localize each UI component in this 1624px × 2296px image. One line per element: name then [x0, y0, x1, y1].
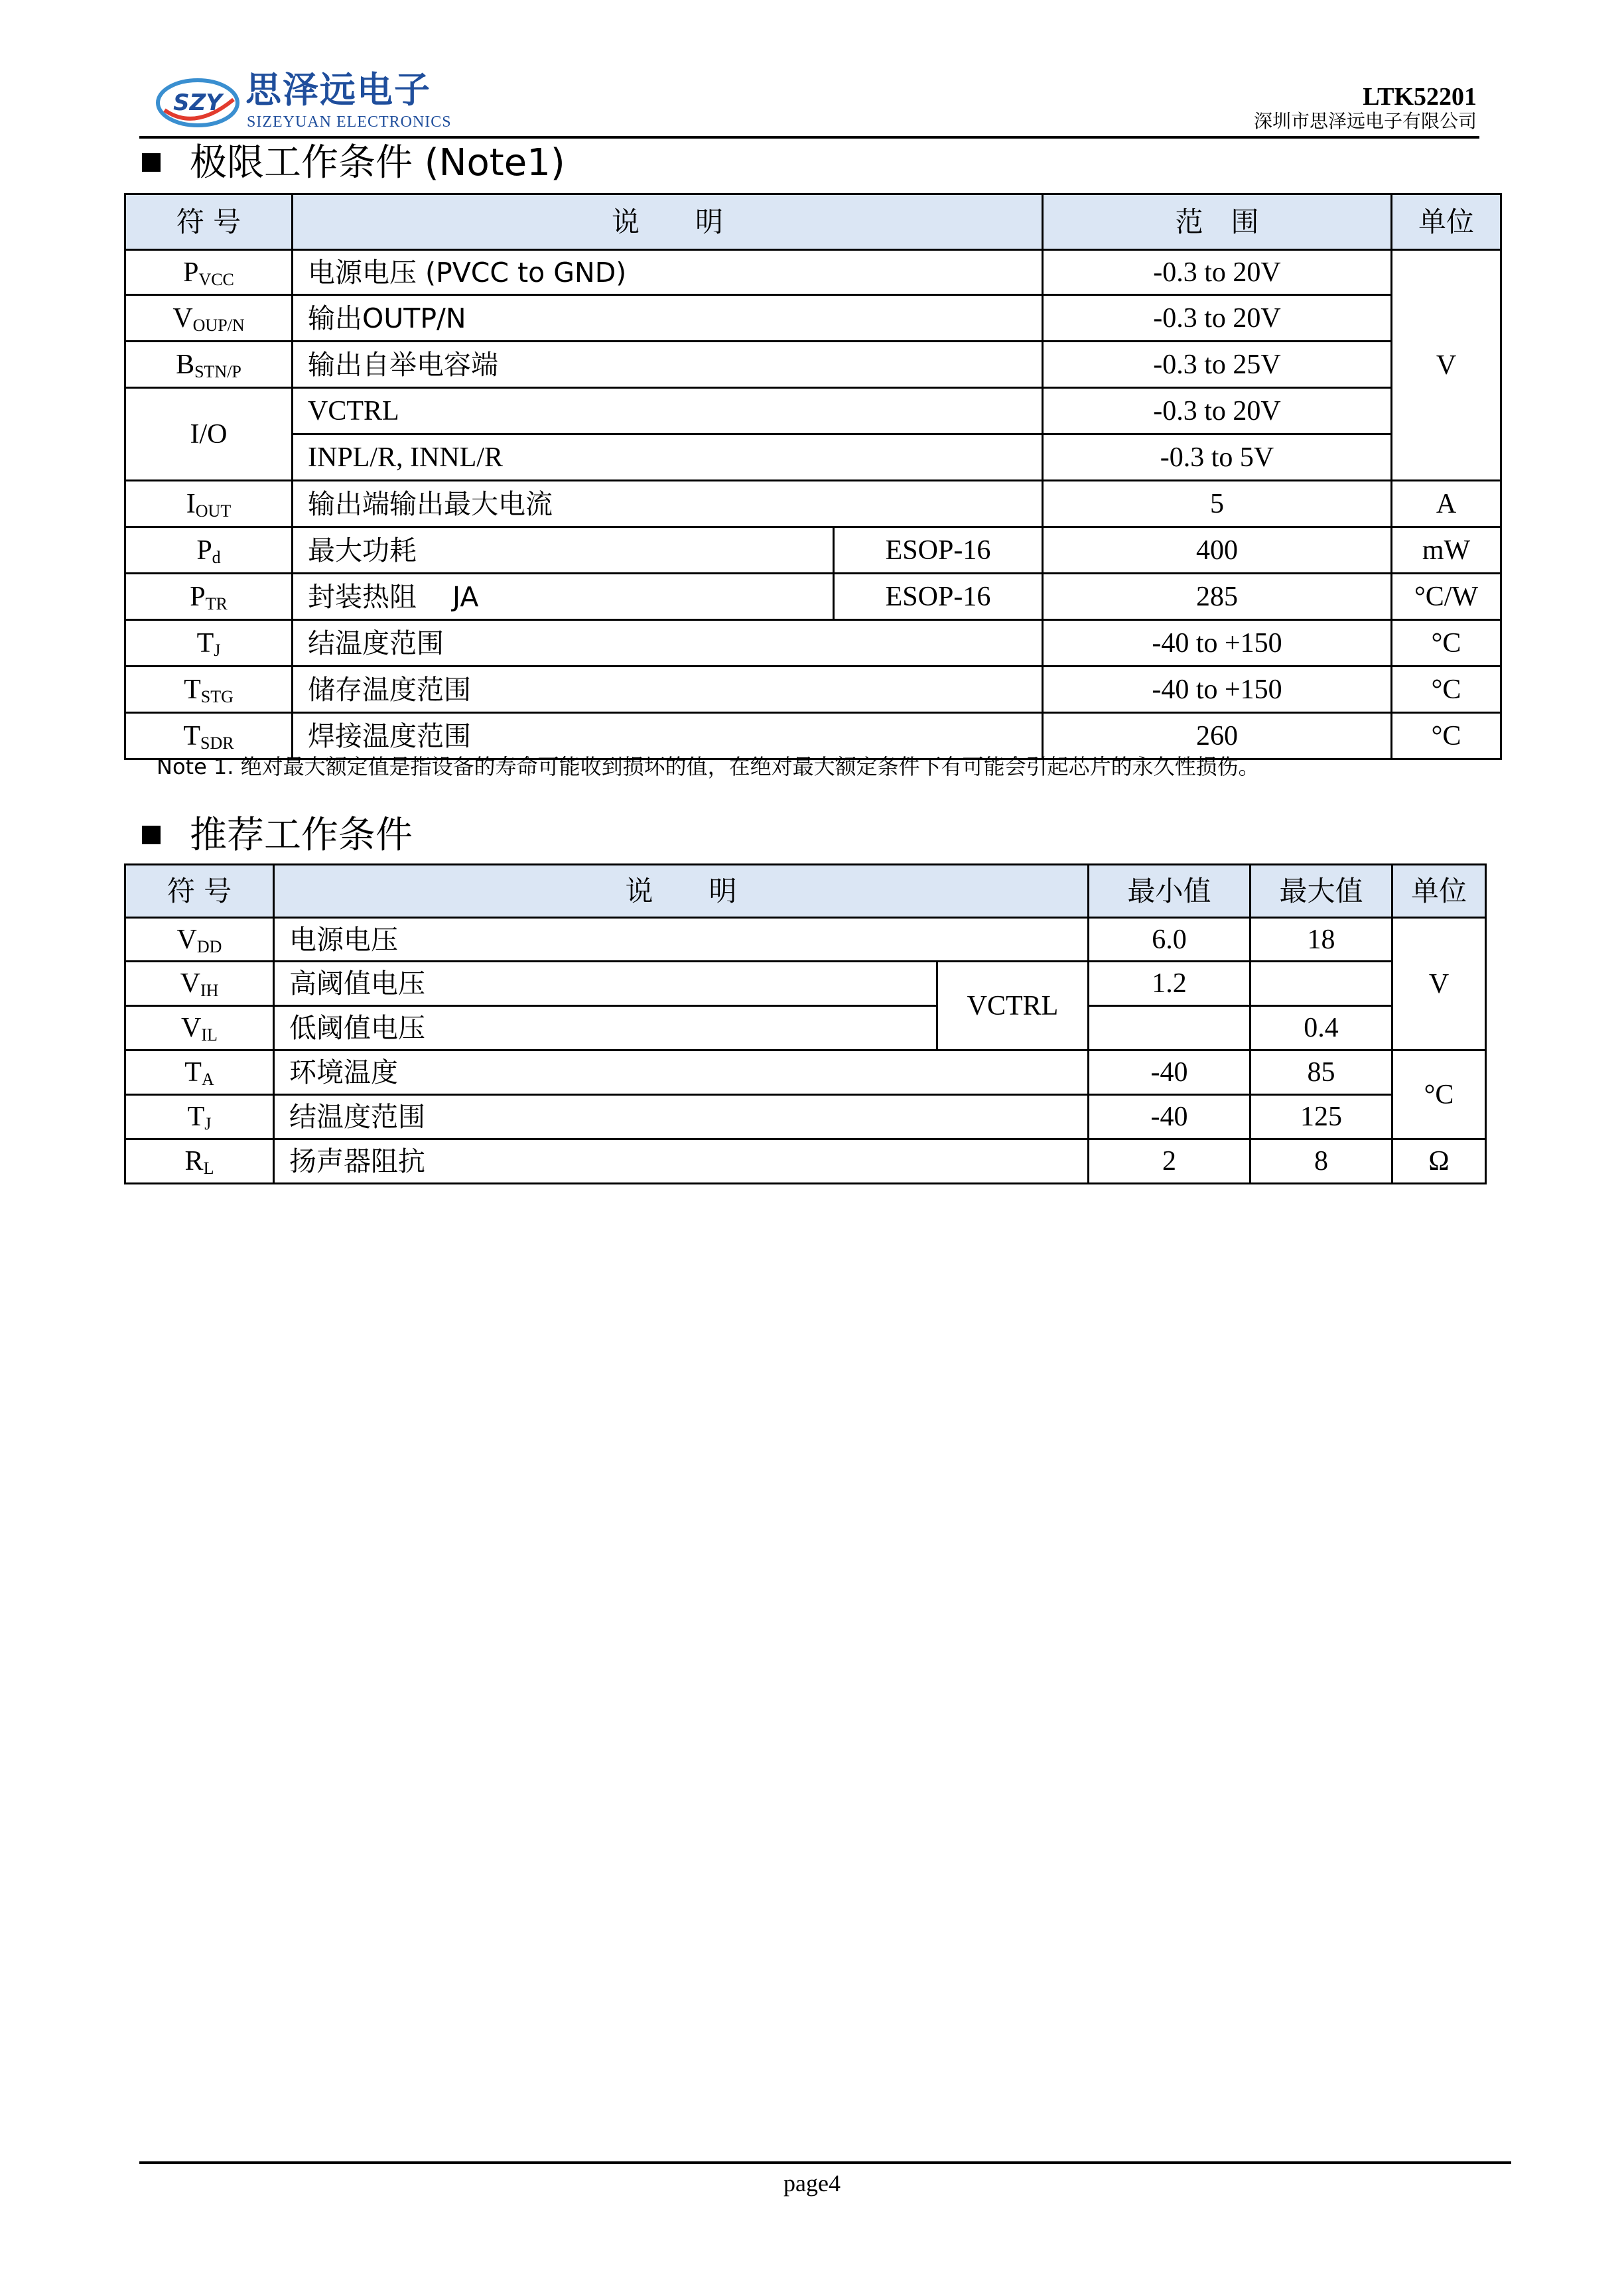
- min-cell: -40: [1089, 1095, 1251, 1139]
- symbol-cell: $V_{DD}$: [125, 918, 274, 962]
- min-cell: 1.2: [1089, 962, 1251, 1006]
- unit-cell: mW: [1392, 527, 1501, 574]
- company-name: 深圳市思泽远电子有限公司: [1253, 110, 1477, 132]
- table-header-row: [125, 194, 1501, 250]
- unit-cell: °C: [1392, 1051, 1486, 1139]
- section-title-text: 极限工作条件 (Note1): [190, 141, 565, 184]
- description-cell: 输出自举电容端: [293, 342, 1043, 388]
- symbol-cell: $P_{TR}$: [125, 574, 293, 620]
- section-title-abs-max: [142, 142, 565, 184]
- symbol-cell: $T_{STG}$: [125, 667, 293, 713]
- table-header-row: [125, 865, 1486, 918]
- table-row: [125, 620, 1501, 667]
- max-cell: 0.4: [1251, 1006, 1392, 1051]
- description-cell: 最大功耗: [293, 527, 834, 574]
- min-cell: 6.0: [1089, 918, 1251, 962]
- description-cell: 扬声器阻抗: [274, 1139, 1089, 1184]
- bullet-square-icon: [142, 153, 161, 172]
- unit-cell: °C: [1392, 620, 1501, 667]
- max-cell: [1251, 962, 1392, 1006]
- description-cell: 结温度范围: [293, 620, 1043, 667]
- footer-rule: [139, 2161, 1511, 2164]
- description-cell: 焊接温度范围: [293, 713, 1043, 759]
- description-cell: 结温度范围: [274, 1095, 1089, 1139]
- description-cell: 电源电压 (PVCC to GND): [293, 250, 1043, 295]
- min-cell: 2: [1089, 1139, 1251, 1184]
- section-title-text: 推荐工作条件: [190, 814, 413, 857]
- description-cell: 储存温度范围: [293, 667, 1043, 713]
- table-row: [125, 667, 1501, 713]
- header-min: 最小值: [1089, 865, 1251, 918]
- brand-name-en: SIZEYUAN ELECTRONICS: [247, 113, 452, 131]
- table-row: [125, 250, 1501, 295]
- header-description: 说 明: [293, 194, 1043, 250]
- unit-cell: °C/W: [1392, 574, 1501, 620]
- table-row: [125, 713, 1501, 759]
- table-row: [125, 527, 1501, 574]
- table-row: [125, 342, 1501, 388]
- symbol-cell: $P_d$: [125, 527, 293, 574]
- recommended-table: [124, 863, 1487, 1184]
- symbol-cell: $T_{SDR}$: [125, 713, 293, 759]
- table-row: [125, 1139, 1486, 1184]
- table-row: [125, 1006, 1486, 1051]
- package-cell: ESOP-16: [834, 527, 1043, 574]
- min-cell: [1089, 1006, 1251, 1051]
- table-row: [125, 962, 1486, 1006]
- description-cell: 封装热阻 JA: [293, 574, 834, 620]
- table-row: [125, 295, 1501, 342]
- range-cell: -0.3 to 5V: [1043, 434, 1392, 481]
- section-title-recommended: [142, 814, 413, 857]
- symbol-cell: $V_{IL}$: [125, 1006, 274, 1051]
- unit-cell: V: [1392, 250, 1501, 481]
- header-max: 最大值: [1251, 865, 1392, 918]
- footnote-note1: Note 1. 绝对最大额定值是指设备的寿命可能收到损坏的值，在绝对最大额定条件下有可能会引起芯片的永久性损伤。: [157, 754, 1260, 779]
- symbol-cell: $B_{STN/P}$: [125, 342, 293, 388]
- logo-text: SZY: [173, 90, 222, 116]
- document-id: LTK52201: [1363, 83, 1477, 111]
- table-row: [125, 1051, 1486, 1095]
- description-cell: 高阈值电压: [274, 962, 937, 1006]
- range-cell: 260: [1043, 713, 1392, 759]
- symbol-cell: I/O: [125, 388, 293, 481]
- company-logo: [155, 76, 240, 130]
- table-row: [125, 574, 1501, 620]
- bullet-square-icon: [142, 826, 161, 844]
- brand-name-cn: 思泽远电子: [245, 69, 431, 111]
- unit-cell: V: [1392, 918, 1486, 1051]
- description-cell: 输出端输出最大电流: [293, 481, 1043, 527]
- range-cell: 5: [1043, 481, 1392, 527]
- range-cell: -0.3 to 20V: [1043, 250, 1392, 295]
- max-cell: 8: [1251, 1139, 1392, 1184]
- description-cell: 低阈值电压: [274, 1006, 937, 1051]
- symbol-cell: $T_A$: [125, 1051, 274, 1095]
- range-cell: 400: [1043, 527, 1392, 574]
- header-description: 说 明: [274, 865, 1089, 918]
- description-cell: VCTRL: [293, 388, 1043, 434]
- table-row: [125, 918, 1486, 962]
- table-row: [125, 481, 1501, 527]
- description-cell: 输出OUTP/N: [293, 295, 1043, 342]
- range-cell: 285: [1043, 574, 1392, 620]
- max-cell: 125: [1251, 1095, 1392, 1139]
- page-number: page4: [783, 2170, 841, 2197]
- unit-cell: °C: [1392, 713, 1501, 759]
- symbol-cell: $T_J$: [125, 620, 293, 667]
- unit-cell: °C: [1392, 667, 1501, 713]
- symbol-cell: $I_{OUT}$: [125, 481, 293, 527]
- description-cell: 电源电压: [274, 918, 1089, 962]
- header-unit: 单位: [1392, 194, 1501, 250]
- unit-cell: Ω: [1392, 1139, 1486, 1184]
- unit-cell: A: [1392, 481, 1501, 527]
- condition-cell: VCTRL: [937, 962, 1089, 1051]
- header-symbol: 符 号: [125, 865, 274, 918]
- range-cell: -40 to +150: [1043, 620, 1392, 667]
- symbol-cell: $T_J$: [125, 1095, 274, 1139]
- symbol-cell: $V_{OUP/N}$: [125, 295, 293, 342]
- symbol-cell: $P_{VCC}$: [125, 250, 293, 295]
- min-cell: -40: [1089, 1051, 1251, 1095]
- table-row: [125, 1095, 1486, 1139]
- description-cell: 环境温度: [274, 1051, 1089, 1095]
- symbol-cell: $V_{IH}$: [125, 962, 274, 1006]
- header-range: 范 围: [1043, 194, 1392, 250]
- max-cell: 85: [1251, 1051, 1392, 1095]
- header-rule: [139, 136, 1479, 139]
- header-unit: 单位: [1392, 865, 1486, 918]
- description-cell: INPL/R, INNL/R: [293, 434, 1043, 481]
- symbol-cell: $R_L$: [125, 1139, 274, 1184]
- table-row: [125, 434, 1501, 481]
- abs-max-table: [124, 193, 1502, 760]
- table-row: [125, 388, 1501, 434]
- package-cell: ESOP-16: [834, 574, 1043, 620]
- range-cell: -0.3 to 25V: [1043, 342, 1392, 388]
- range-cell: -40 to +150: [1043, 667, 1392, 713]
- range-cell: -0.3 to 20V: [1043, 295, 1392, 342]
- max-cell: 18: [1251, 918, 1392, 962]
- range-cell: -0.3 to 20V: [1043, 388, 1392, 434]
- header-symbol: 符 号: [125, 194, 293, 250]
